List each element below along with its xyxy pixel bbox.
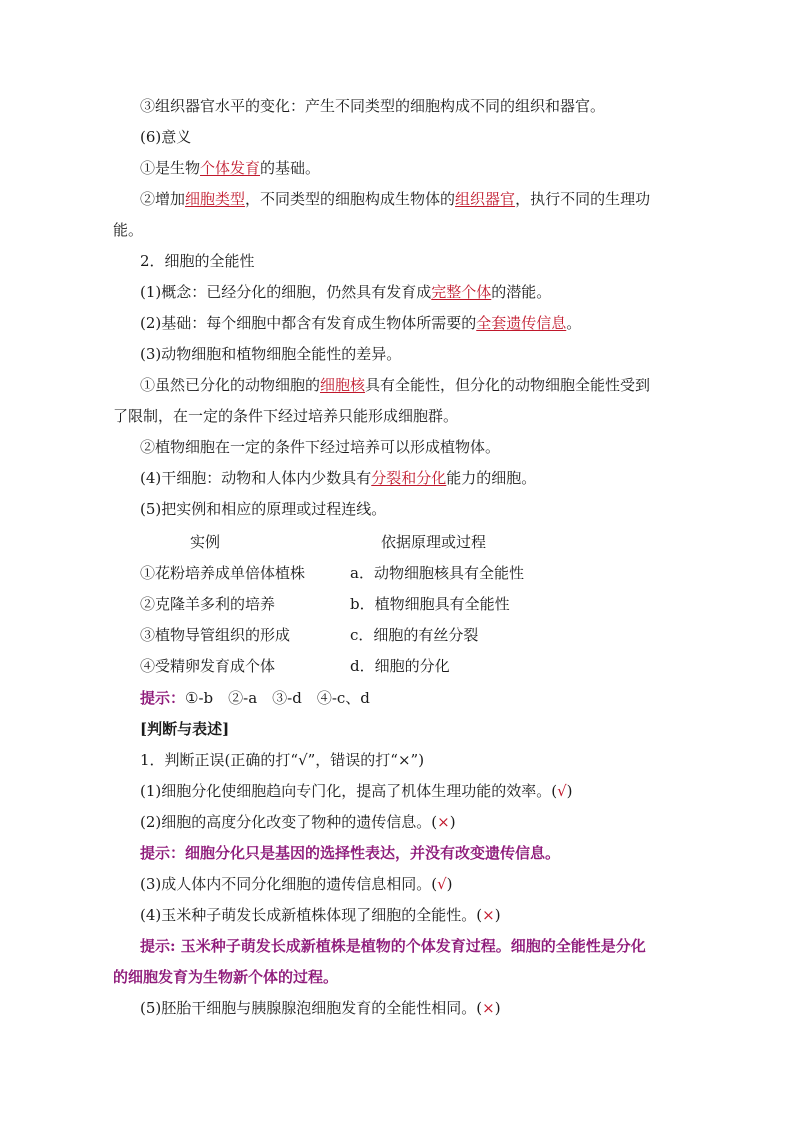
- heading-significance: (6)意义: [140, 128, 192, 146]
- answer-mark: ×: [482, 906, 495, 924]
- paragraph-animal-cells: ①虽然已分化的动物细胞的细胞核具有全能性，但分化的动物细胞全能性受到: [140, 376, 651, 394]
- matching-header-left: 实例: [190, 533, 221, 551]
- answer-blank: 分裂和分化: [371, 469, 447, 487]
- matching-header-right: 依据原理或过程: [381, 533, 487, 551]
- paragraph-matching-intro: (5)把实例和相应的原理或过程连线。: [140, 500, 387, 518]
- judge-hint: 提示: 玉米种子萌发长成新植株是植物的个体发育过程。细胞的全能性是分化: [140, 937, 646, 955]
- answer-mark: √: [437, 875, 447, 893]
- judge-item: (4)玉米种子萌发长成新植株体现了细胞的全能性。(×): [140, 906, 501, 924]
- matching-left-item: ④受精卵发育成个体: [140, 657, 276, 675]
- matching-right-item: c．细胞的有丝分裂: [350, 626, 479, 644]
- matching-left-item: ②克隆羊多利的培养: [140, 595, 276, 613]
- matching-right-item: a．动物细胞核具有全能性: [350, 564, 524, 582]
- hint-label: 提示：: [140, 844, 186, 862]
- answer-blank: 细胞核: [320, 376, 366, 394]
- judge-item: (3)成人体内不同分化细胞的遗传信息相同。(√): [140, 875, 453, 893]
- paragraph-organ-level: ③组织器官水平的变化：产生不同类型的细胞构成不同的组织和器官。: [140, 97, 606, 115]
- hint-label: 提示:: [140, 937, 176, 955]
- section-heading-judge: [判断与表述]: [140, 720, 230, 738]
- judge-item: (2)细胞的高度分化改变了物种的遗传信息。(×): [140, 813, 456, 831]
- answer-blank: 个体发育: [200, 159, 261, 177]
- paragraph-continuation: 能。: [113, 221, 144, 239]
- hint-label: 提示：: [140, 689, 186, 707]
- answer-mark: ×: [437, 813, 450, 831]
- answer-blank: 组织器官: [455, 190, 516, 208]
- judge-instruction: 1．判断正误(正确的打“√”，错误的打“×”): [140, 751, 425, 769]
- paragraph-significance-1: ①是生物个体发育的基础。: [140, 159, 321, 177]
- paragraph-basis: (2)基础：每个细胞中都含有发育成生物体所需要的全套遗传信息。: [140, 314, 582, 332]
- paragraph-animal-cells-cont: 了限制，在一定的条件下经过培养只能形成细胞群。: [113, 407, 459, 425]
- paragraph-stem-cells: (4)干细胞：动物和人体内少数具有分裂和分化能力的细胞。: [140, 469, 537, 487]
- matching-right-item: d．细胞的分化: [350, 657, 450, 675]
- judge-hint-cont: 的细胞发育为生物新个体的过程。: [113, 968, 339, 986]
- answer-blank: 完整个体: [431, 283, 492, 301]
- paragraph-difference: (3)动物细胞和植物细胞全能性的差异。: [140, 345, 402, 363]
- judge-item: (5)胚胎干细胞与胰腺腺泡细胞发育的全能性相同。(×): [140, 999, 501, 1017]
- answer-blank: 细胞类型: [185, 190, 246, 208]
- judge-hint: 提示：细胞分化只是基因的选择性表达，并没有改变遗传信息。: [140, 844, 561, 862]
- answer-blank: 全套遗传信息: [476, 314, 567, 332]
- paragraph-significance-2: ②增加细胞类型，不同类型的细胞构成生物体的组织器官，执行不同的生理功: [140, 190, 651, 208]
- judge-item: (1)细胞分化使细胞趋向专门化，提高了机体生理功能的效率。(√): [140, 782, 573, 800]
- answer-mark: √: [557, 782, 567, 800]
- paragraph-concept: (1)概念：已经分化的细胞，仍然具有发育成完整个体的潜能。: [140, 283, 552, 301]
- matching-left-item: ①花粉培养成单倍体植株: [140, 564, 306, 582]
- matching-right-item: b．植物细胞具有全能性: [350, 595, 510, 613]
- answer-mark: ×: [482, 999, 495, 1017]
- section-heading-totipotency: 2．细胞的全能性: [140, 252, 255, 270]
- matching-hint: 提示：①-b ②-a ③-d ④-c、d: [140, 689, 370, 707]
- matching-left-item: ③植物导管组织的形成: [140, 626, 291, 644]
- paragraph-plant-cells: ②植物细胞在一定的条件下经过培养可以形成植物体。: [140, 438, 501, 456]
